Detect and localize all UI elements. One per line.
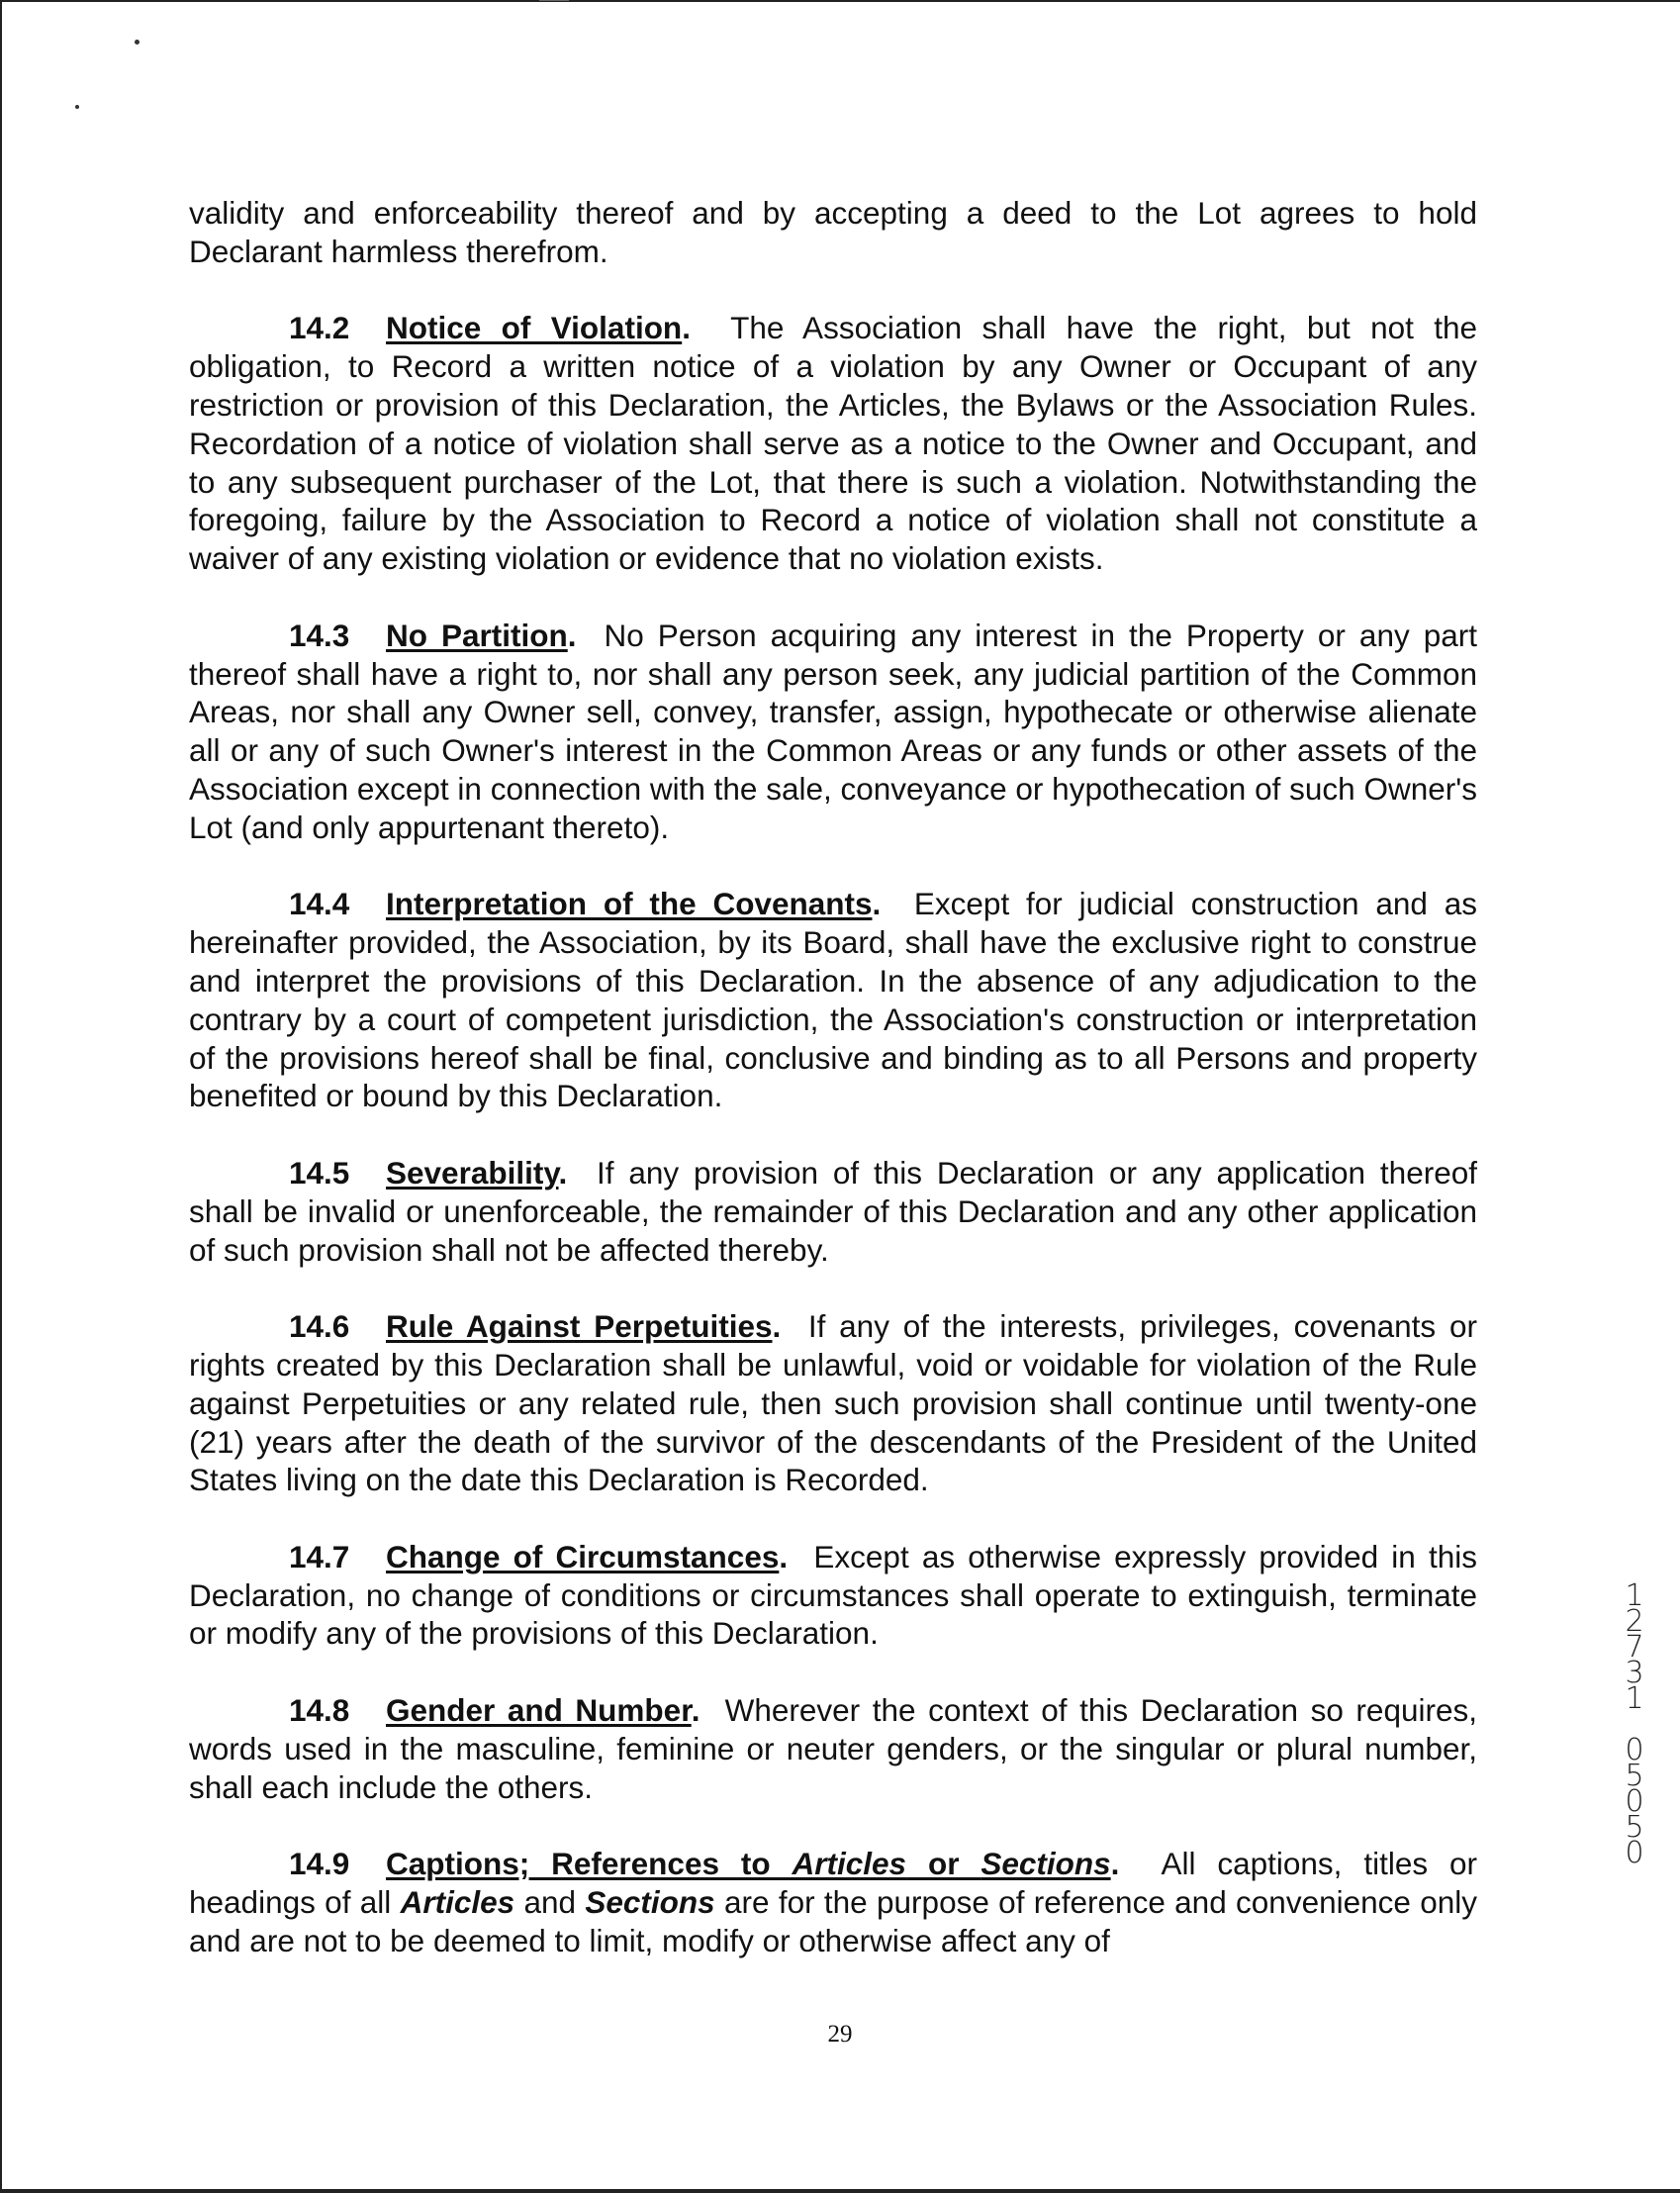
- title-part-italic: Articles: [792, 1846, 907, 1882]
- section-number: 14.5: [289, 1154, 350, 1191]
- document-body: [189, 194, 1477, 1998]
- page-border-left: [0, 0, 2, 2193]
- section-body: and: [514, 1884, 586, 1921]
- body-italic: Articles: [400, 1884, 515, 1921]
- section-number: 14.2: [289, 310, 350, 346]
- section-title: Rule Against Perpetuities: [386, 1308, 773, 1345]
- page-border-top: [0, 0, 1680, 2]
- section-14-7: 14.7 Change of Circumstances. Except as otherwise expressly provided in this Declaration, no change of conditions or circumstances shall operate to extinguish, terminate or modify any of the provisions of this Declaration.: [189, 1538, 1477, 1652]
- section-14-4: 14.4 Interpretation of the Covenants. Except for judicial construction and as hereinafter provided, the Association, by its Board, shall have the exclusive right to construe and interpret the provisions of this Declaration. In the absence of any adjudication to the contrary by a court of competent jurisdiction, the Association's construction or interpretation of the provisions hereof shall be final, conclusive and binding as to all Persons and property benefited or bound by this Declaration.: [189, 886, 1477, 1114]
- page-border-mark: [539, 0, 569, 1]
- section-14-8: 14.8 Gender and Number. Wherever the context of this Declaration so requires, words used in the masculine, feminine or neuter genders, or the singular or plural number, shall each include the others.: [189, 1692, 1477, 1805]
- section-body: Except for judicial construction and as hereinafter provided, the Association, by its Board, shall have the exclusive right to construe and interpret the provisions of this Declaration. In the absence of any adjudication to the contrary by a court of competent jurisdiction, the Association's construction or interpretation of the provisions hereof shall be final, conclusive and binding as to all Persons and property benefited or bound by this Declaration.: [189, 886, 1477, 1114]
- title-part: or: [906, 1846, 981, 1882]
- section-14-2: 14.2 Notice of Violation. The Association shall have the right, but not the obligation, to Record a written notice of a violation by any Owner or Occupant of any restriction or provision of this Declaration, the Articles, the Bylaws or the Association Rules. Recordation of a notice of violation shall serve as a notice to the Owner and Occupant, and to any subsequent purchaser of the Lot, that there is such a violation. Notwithstanding the foregoing, failure by the Association to Record a notice of violation shall not constitute a waiver of any existing violation or evidence that no violation exists.: [189, 310, 1478, 577]
- section-title: No Partition: [386, 617, 568, 653]
- section-body: The Association shall have the right, but not the obligation, to Record a written notice of a violation by any Owner or Occupant of any restriction or provision of this Declaration, the Articles, the Bylaws or the Association Rules. Recordation of a notice of violation shall serve as a notice to the Owner and Occupant, and to any subsequent purchaser of the Lot, that there is such a violation. Notwithstanding the foregoing, failure by the Association to Record a notice of violation shall not constitute a waiver of any existing violation or evidence that no violation exists.: [189, 310, 1478, 577]
- section-title: Interpretation of the Covenants: [386, 886, 873, 922]
- section-14-3: 14.3 No Partition. No Person acquiring any interest in the Property or any part thereof shall have a right to, nor shall any person seek, any judicial partition of the Common Areas, nor shall any Owner sell, convey, transfer, assign, hypothecate or otherwise alienate all or any of such Owner's interest in the Common Areas or any funds or other assets of the Association except in connection with the sale, conveyance or hypothecation of such Owner's Lot (and only appurtenant thereto).: [189, 617, 1477, 845]
- page-number: 29: [827, 2021, 853, 2048]
- page-border-bottom: [0, 2189, 1680, 2193]
- section-title: Severability: [386, 1154, 559, 1191]
- recording-stamp: [1618, 1578, 1651, 1870]
- section-title: Notice of Violation: [386, 310, 683, 346]
- section-body: are for the purpose of reference and convenience only and are not to be deemed to limit, modify or otherwise affect any of: [189, 1884, 1478, 1958]
- section-number: 14.4: [289, 886, 350, 922]
- intro-paragraph: validity and enforceability thereof and by accepting a deed to the Lot agrees to hold Declarant harmless therefrom.: [189, 195, 1477, 269]
- section-body: All captions, titles or headings of all: [189, 1846, 1477, 1921]
- section-title: Change of Circumstances: [386, 1538, 780, 1574]
- scan-speck: [135, 40, 140, 45]
- section-body: No Person acquiring any interest in the Property or any part thereof shall have a right to, nor shall any person seek, any judicial partition of the Common Areas, nor shall any Owner sell, convey, transfer, assign, hypothecate or otherwise alienate all or any of such Owner's interest in the Common Areas or any funds or other assets of the Association except in connection with the sale, conveyance or hypothecation of such Owner's Lot (and only appurtenant thereto).: [189, 617, 1477, 845]
- section-number: 14.7: [289, 1538, 350, 1574]
- section-body: If any of the interests, privileges, covenants or rights created by this Declaration shall be unlawful, void or voidable for violation of the Rule against Perpetuities or any related rule, then such provision shall continue until twenty-one (21) years after the death of the survivor of the descendants of the President of the United States living on the date this Declaration is Recorded.: [189, 1308, 1477, 1498]
- section-14-6: 14.6 Rule Against Perpetuities. If any of the interests, privileges, covenants or rights created by this Declaration shall be unlawful, void or voidable for violation of the Rule against Perpetuities or any related rule, then such provision shall continue until twenty-one (21) years after the death of the survivor of the descendants of the President of the United States living on the date this Declaration is Recorded.: [189, 1308, 1477, 1498]
- section-14-5: 14.5 Severability. If any provision of this Declaration or any application thereof shall be invalid or unenforceable, the remainder of this Declaration and any other application of such provision shall not be affected thereby.: [189, 1154, 1477, 1268]
- section-number: 14.8: [289, 1692, 350, 1729]
- section-number: 14.9: [289, 1846, 350, 1882]
- section-number: 14.3: [289, 617, 350, 653]
- title-part: Captions; References to: [386, 1846, 793, 1882]
- section-title: Gender and Number: [386, 1692, 692, 1729]
- section-number: 14.6: [289, 1308, 350, 1345]
- section-14-9: 14.9 Captions; References to Articles or Sections. All captions, titles or headings of all Articles and Sections are for the purpose of reference and convenience only and are not to be deemed to limit, modify or otherwise affect any of: [189, 1846, 1478, 1958]
- body-italic: Sections: [585, 1884, 715, 1921]
- title-part-italic: Sections: [980, 1846, 1111, 1882]
- section-body: Except as otherwise expressly provided in this Declaration, no change of conditions or circumstances shall operate to extinguish, terminate or modify any of the provisions of this Declaration.: [189, 1538, 1477, 1652]
- section-body: If any provision of this Declaration or any application thereof shall be invalid or unenforceable, the remainder of this Declaration and any other application of such provision shall not be affected thereby.: [189, 1154, 1477, 1268]
- stamp-top: 12731: [1625, 1578, 1644, 1716]
- section-body: Wherever the context of this Declaration so requires, words used in the masculine, feminine or neuter genders, or the singular or plural number, shall each include the others.: [189, 1692, 1477, 1805]
- section-title: [386, 1846, 1111, 1881]
- scan-speck: [75, 105, 79, 109]
- stamp-bottom: 05050: [1625, 1733, 1644, 1870]
